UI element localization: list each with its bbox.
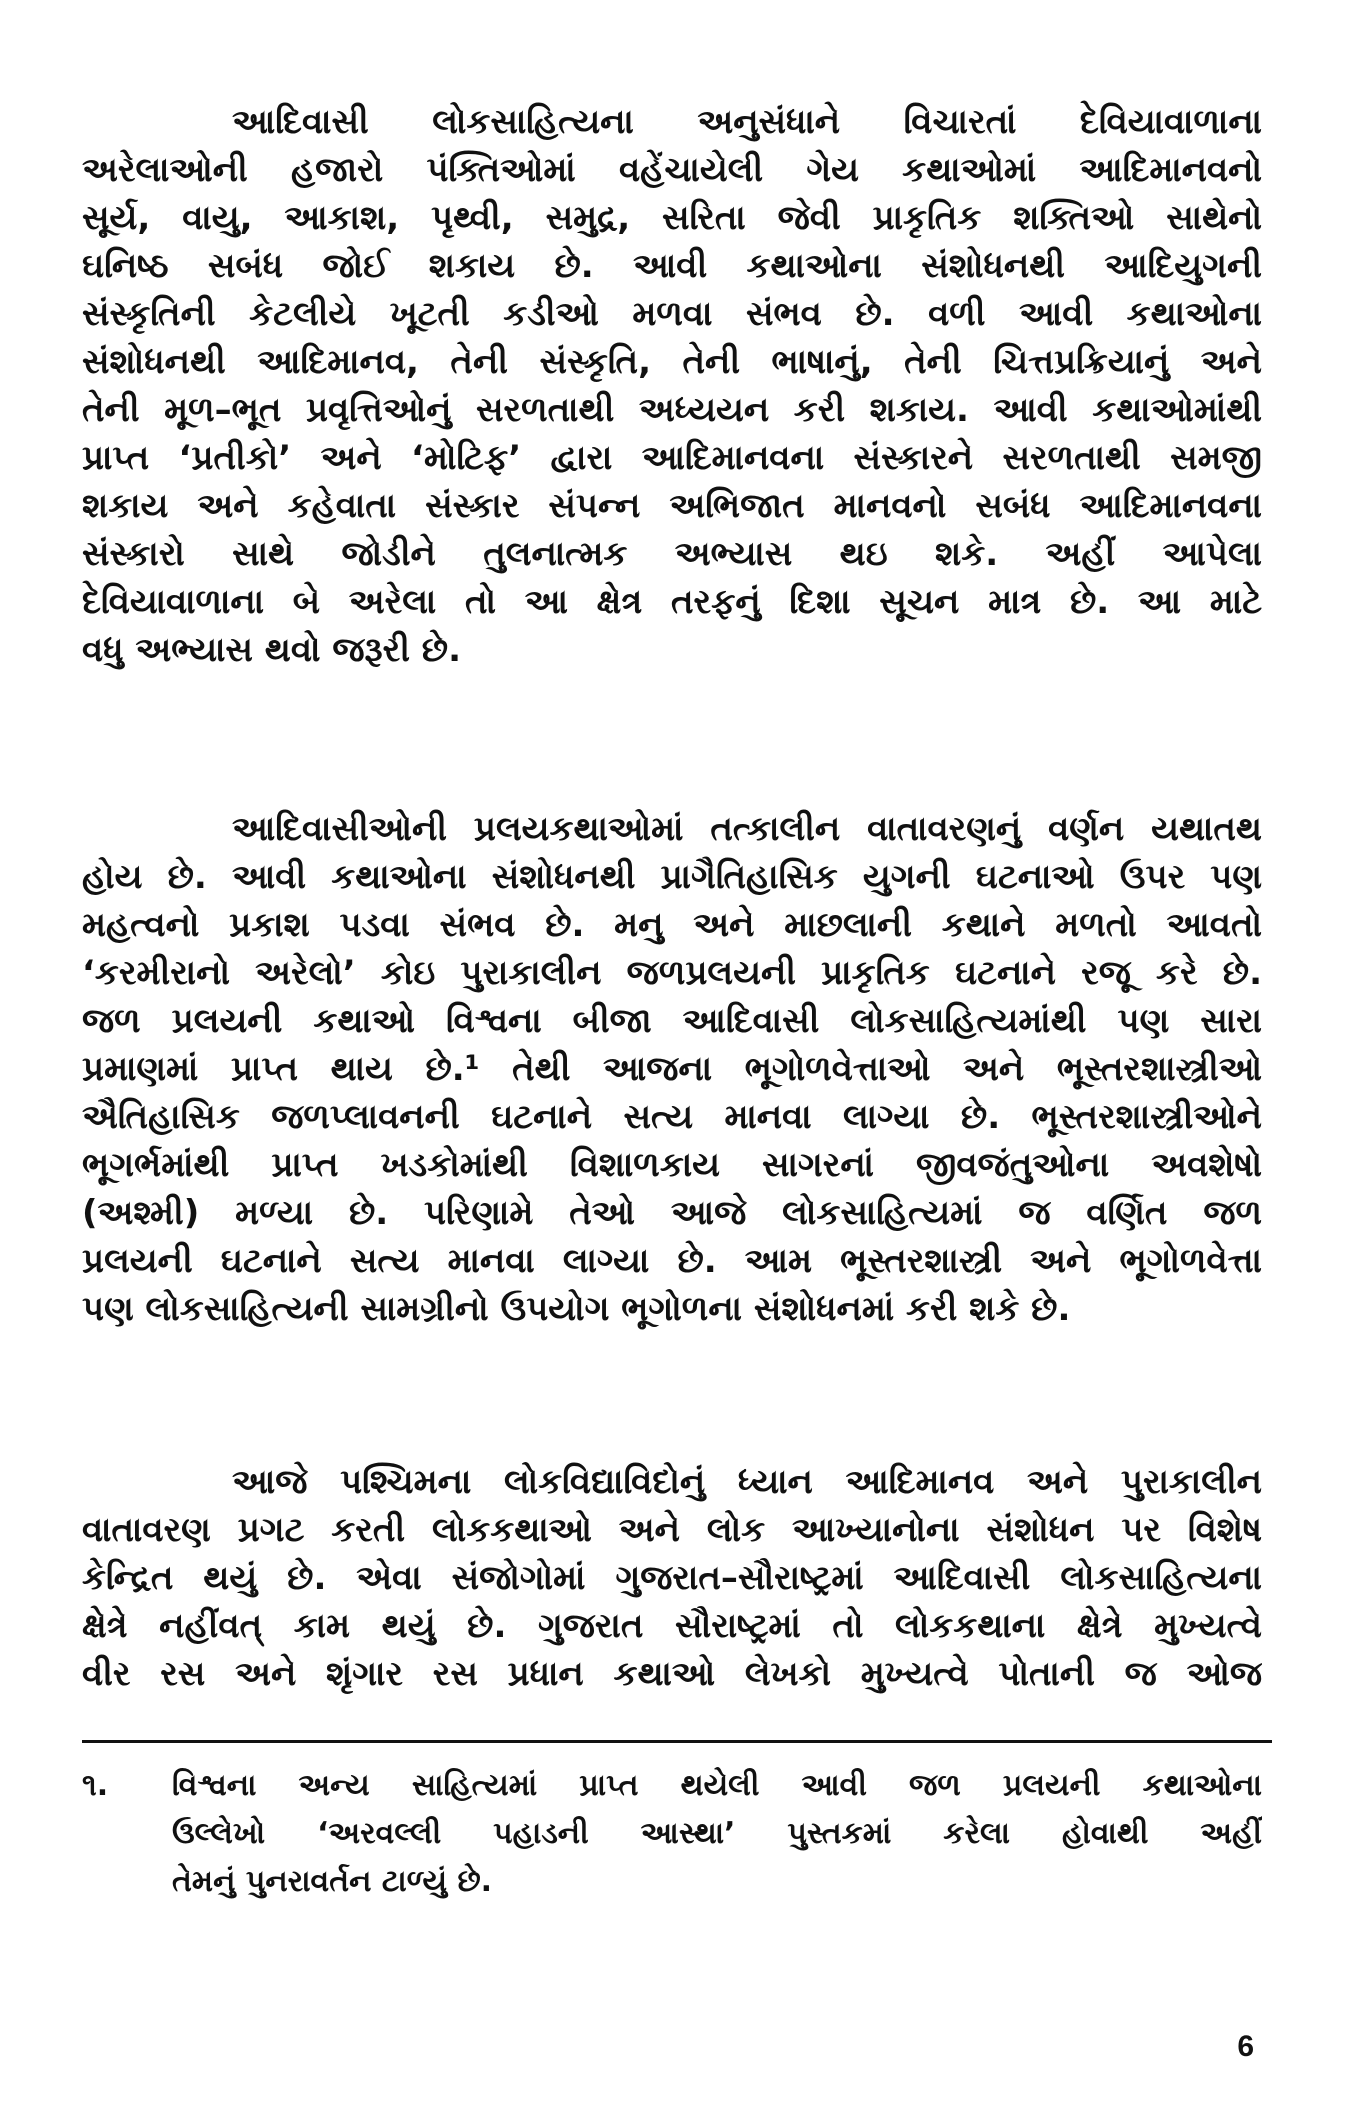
text-line: સંસ્કૃતિની કેટલીયે ખૂટતી કડીઓ મળવા સંભવ છે. વળી આવી કથાઓના: [82, 294, 1262, 334]
text-line: ‘કરમીરાનો અરેલો’ કોઇ પુરાકાલીન જળપ્રલયની પ્રાકૃતિક ઘટનાને રજૂ કરે છે.: [82, 953, 1262, 993]
text-line: જળ પ્રલયની કથાઓ વિશ્વના બીજા આદિવાસી લોકસાહિત્યમાંથી પણ સારા: [82, 1001, 1262, 1041]
text-line: કેન્દ્રિત થયું છે. એવા સંજોગોમાં ગુજરાત–સૌરાષ્ટ્રમાં આદિવાસી લોકસાહિત્યના: [82, 1558, 1262, 1598]
footnote-line: તેમનું પુનરાવર્તન ટાળ્યું છે.: [172, 1864, 493, 1899]
text-line: દેવિયાવાળાના બે અરેલા તો આ ક્ષેત્ર તરફનું દિશા સૂચન માત્ર છે. આ માટે: [82, 582, 1262, 622]
text-line: વધુ અભ્યાસ થવો જરૂરી છે.: [82, 630, 461, 670]
footnote-number: ૧.: [82, 1768, 109, 1803]
text-line: (અશ્મી) મળ્યા છે. પરિણામે તેઓ આજે લોકસાહિત્યમાં જ વર્ણિત જળ: [82, 1193, 1262, 1233]
text-line: અરેલાઓની હજારો પંક્તિઓમાં વહેંચાયેલી ગેય કથાઓમાં આદિમાનવનો: [82, 150, 1262, 190]
text-line: આદિવાસી લોકસાહિત્યના અનુસંધાને વિચારતાં દેવિયાવાળાના: [232, 102, 1262, 142]
footnote-line: ઉલ્લેખો ‘અરવલ્લી પહાડની આસ્થા’ પુસ્તકમાં કરેલા હોવાથી અહીં: [172, 1816, 1262, 1851]
text-line: વાતાવરણ પ્રગટ કરતી લોકકથાઓ અને લોક આખ્યાનોના સંશોધન પર વિશેષ: [82, 1510, 1262, 1550]
text-line: આજે પશ્ચિમના લોકવિદ્યાવિદોનું ધ્યાન આદિમાનવ અને પુરાકાલીન: [232, 1462, 1262, 1502]
text-line: આદિવાસીઓની પ્રલયકથાઓમાં તત્કાલીન વાતાવરણનું વર્ણન યથાતથ: [232, 809, 1262, 849]
text-line: સંસ્કારો સાથે જોડીને તુલનાત્મક અભ્યાસ થઇ શકે. અહીં આપેલા: [82, 534, 1262, 574]
text-line: પણ લોકસાહિત્યની સામગ્રીનો ઉપયોગ ભૂગોળના સંશોધનમાં કરી શકે છે.: [82, 1289, 1071, 1329]
page-number: 6: [1237, 2030, 1254, 2063]
text-line: ભૂગર્ભમાંથી પ્રાપ્ત ખડકોમાંથી વિશાળકાય સાગરનાં જીવજંતુઓના અવશેષો: [82, 1145, 1262, 1185]
footnote-line: વિશ્વના અન્ય સાહિત્યમાં પ્રાપ્ત થયેલી આવી જળ પ્રલયની કથાઓના: [172, 1768, 1262, 1803]
text-line: સૂર્ય, વાયુ, આકાશ, પૃથ્વી, સમુદ્ર, સરિતા જેવી પ્રાકૃતિક શક્તિઓ સાથેનો: [82, 198, 1262, 238]
text-line: પ્રમાણમાં પ્રાપ્ત થાય છે.¹ તેથી આજના ભૂગોળવેત્તાઓ અને ભૂસ્તરશાસ્ત્રીઓ: [82, 1049, 1262, 1089]
text-line: ક્ષેત્રે નહીંવત્ કામ થયું છે. ગુજરાત સૌરાષ્ટ્રમાં તો લોકકથાના ક્ષેત્રે મુખ્યત્વે: [82, 1606, 1262, 1646]
text-line: ઐતિહાસિક જળપ્લાવનની ઘટનાને સત્ય માનવા લાગ્યા છે. ભૂસ્તરશાસ્ત્રીઓને: [82, 1097, 1262, 1137]
text-line: શકાય અને કહેવાતા સંસ્કાર સંપન્ન અભિજાત માનવનો સબંધ આદિમાનવના: [82, 486, 1262, 526]
paragraph-1: [82, 98, 1262, 674]
footnote-divider: [82, 1740, 1272, 1743]
text-line: હોય છે. આવી કથાઓના સંશોધનથી પ્રાગૈતિહાસિક યુગની ઘટનાઓ ઉપર પણ: [82, 857, 1262, 897]
text-line: તેની મૂળ–ભૂત પ્રવૃત્તિઓનું સરળતાથી અધ્યયન કરી શકાય. આવી કથાઓમાંથી: [82, 390, 1262, 430]
paragraph-3: [82, 1458, 1262, 1698]
text-line: વીર રસ અને શૃંગાર રસ પ્રધાન કથાઓ લેખકો મુખ્યત્વે પોતાની જ ઓજ: [82, 1654, 1262, 1694]
text-line: પ્રલયની ઘટનાને સત્ય માનવા લાગ્યા છે. આમ ભૂસ્તરશાસ્ત્રી અને ભૂગોળવેત્તા: [82, 1241, 1262, 1281]
text-line: ઘનિષ્ઠ સબંધ જોઈ શકાય છે. આવી કથાઓના સંશોધનથી આદિયુગની: [82, 246, 1262, 286]
paragraph-2: [82, 805, 1262, 1333]
text-line: પ્રાપ્ત ‘પ્રતીકો’ અને ‘મોટિફ’ દ્વારા આદિમાનવના સંસ્કારને સરળતાથી સમજી: [82, 438, 1262, 478]
text-line: મહત્વનો પ્રકાશ પડવા સંભવ છે. મનુ અને માછલાની કથાને મળતો આવતો: [82, 905, 1262, 945]
footnote-body: [172, 1762, 1262, 1906]
text-line: સંશોધનથી આદિમાનવ, તેની સંસ્કૃતિ, તેની ભાષાનું, તેની ચિત્તપ્રક્રિયાનું અને: [82, 342, 1262, 382]
